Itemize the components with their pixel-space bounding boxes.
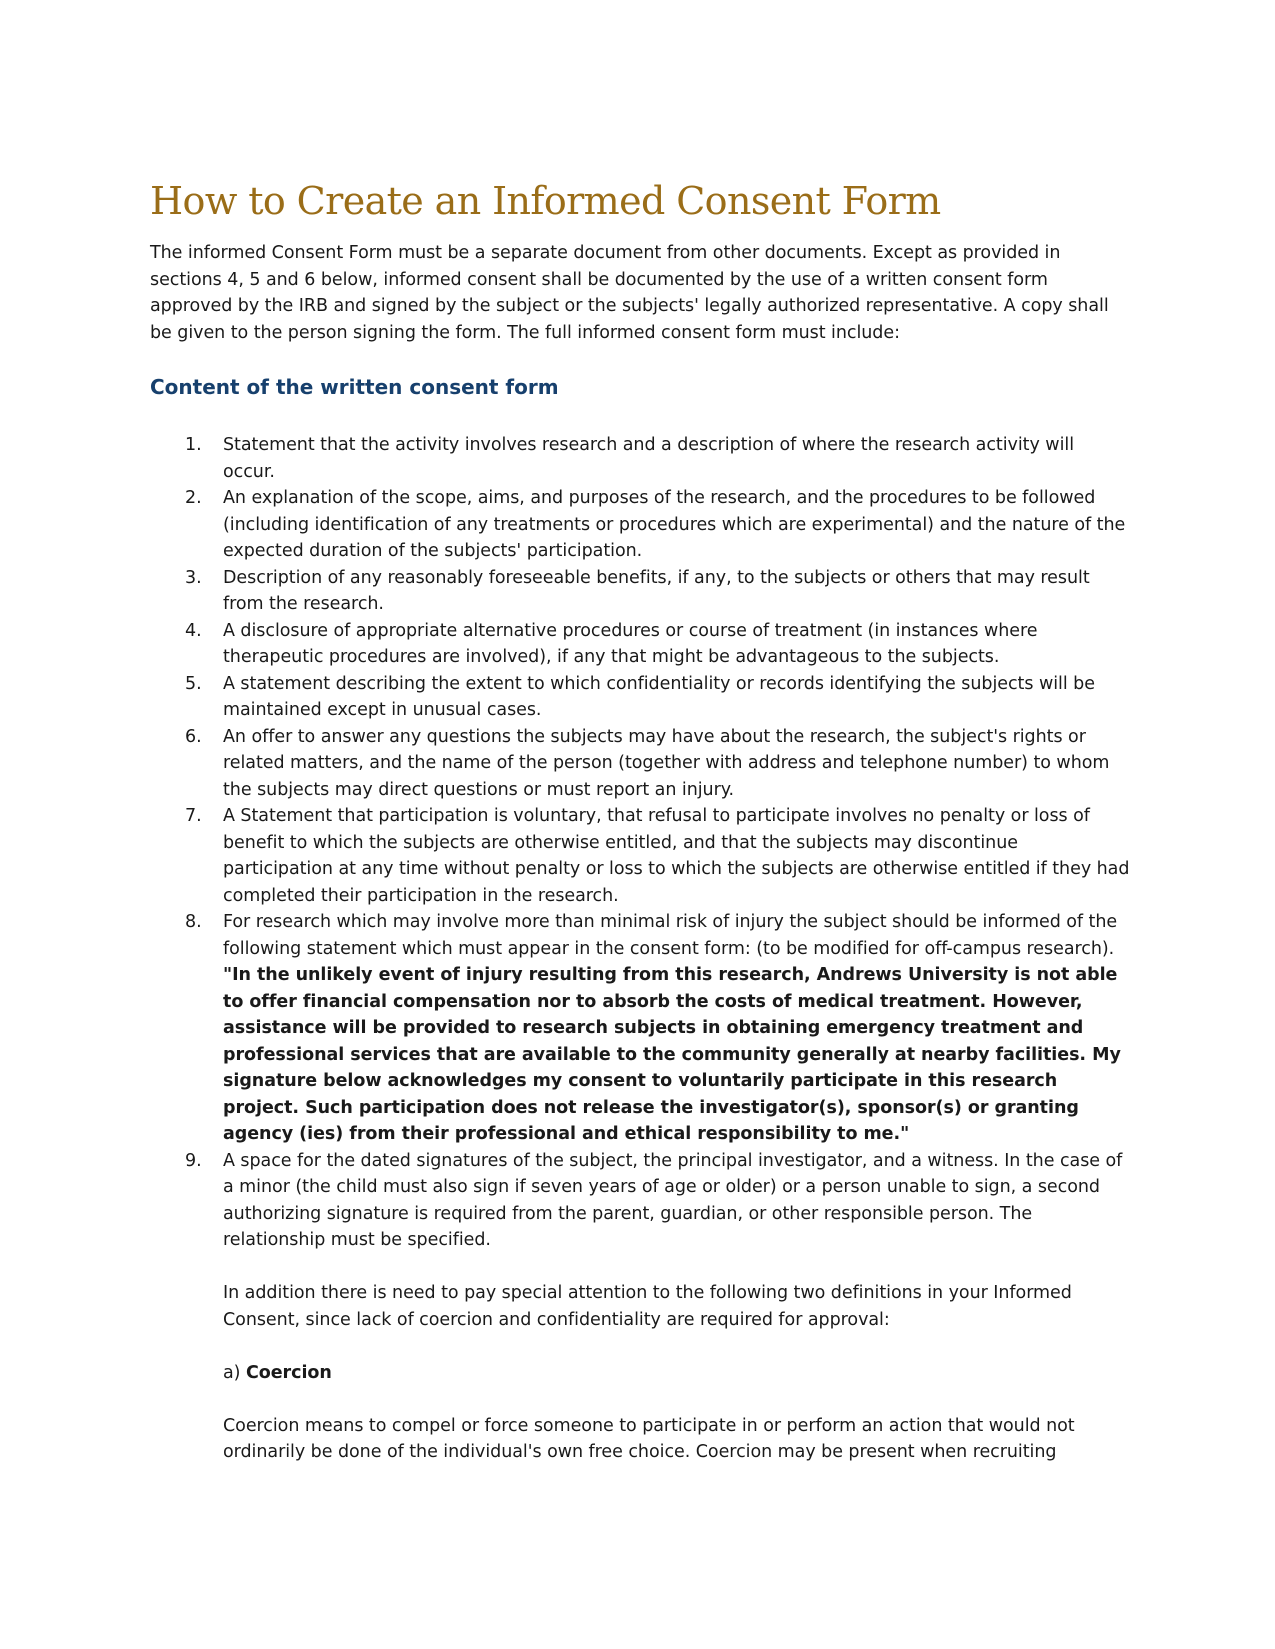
coercion-prefix: a) [223,1362,246,1383]
document-page [150,178,1130,1466]
coercion-label: Coercion [245,1362,332,1383]
list-item-number: 9. [185,1150,202,1171]
list-item [150,618,1130,671]
coercion-paragraph: Coercion means to compel or force someone to participate in or perform an action that would not ordinarily be done of the individual's own free choice. Coercion may be present when recruiting [223,1415,1075,1462]
injury-statement: "In the unlikely event of injury resulting from this research, Andrews University is not able to offer financial compensation nor to absorb the costs of medical treatment. However, assistance will be provided to research subjects in obtaining emergency treatment and professional services that are available to the community generally at nearby facilities. My signature below acknowledges my consent to voluntarily participate in this research project. Such participation does not release the investigator(s), sponsor(s) or granting agency (ies) from their professional and ethical responsibility to me." [223,965,1121,1144]
list-item-text: A space for the dated signatures of the subject, the principal investigator, and a witness. In the case of a minor (the child must also sign if seven years of age or older) or a person unable to sign, a second authorizing signature is required from the parent, guardian, or other responsible person. The relationship must be specified. [223,1150,1123,1250]
list-item [150,671,1130,724]
list-item-text: A disclosure of appropriate alternative procedures or course of treatment (in instances where therapeutic procedures are involved), if any that might be advantageous to the subjects. [223,620,1038,667]
list-item-number: 7. [185,806,202,826]
list-item-text: A Statement that participation is voluntary, that refusal to participate involves no penalty or loss of benefit to which the subjects are otherwise entitled, and that the subjects may discontinue participation at any time without penalty or loss to which the subjects are otherwise entitled if they had completed their participation in the research. [223,806,1130,906]
section-heading: Content of the written consent form [150,375,559,399]
intro-paragraph: The informed Consent Form must be a separate document from other documents. Except as provided in sections 4, 5 and 6 below, informed consent shall be documented by the use of a written consent form approved by the IRB and signed by the subject or the subjects' legally authorized representative. A copy shall be given to the person signing the form. The full informed consent form must include: [150,243,1109,343]
addition-paragraph: In addition there is need to pay special attention to the following two definitions in your Informed Consent, since lack of coercion and confidentiality are required for approval: [223,1283,1072,1330]
list-item-number: 5. [185,673,202,694]
list-item [150,909,1130,1148]
list-item [150,803,1130,909]
list-item-text: Statement that the activity involves research and a description of where the research activity will occur. [223,435,1075,482]
coercion-heading [223,1360,1130,1387]
list-item [150,724,1130,804]
list-item-number: 4. [185,620,202,641]
list-item [150,432,1130,485]
list-item-text: An offer to answer any questions the subjects may have about the research, the subject's rights or related matters, and the name of the person (together with address and telephone number) to whom the subjects may direct questions or must report an injury. [223,726,1110,800]
list-item [150,1148,1130,1254]
list-item-text: A statement describing the extent to which confidentiality or records identifying the subjects will be maintained except in unusual cases. [223,673,1095,720]
list-item-number: 8. [185,912,202,932]
list-item-text: For research which may involve more than minimal risk of injury the subject should be informed of the following statement which must appear in the consent form: (to be modified for off-campus research). [223,912,1118,959]
list-item-number: 2. [185,488,202,508]
list-item [150,485,1130,565]
list-item-number: 3. [185,567,202,588]
list-item-text: Description of any reasonably foreseeable benefits, if any, to the subjects or others that may result from the research. [223,567,1090,614]
list-item-number: 6. [185,726,202,747]
list-item-number: 1. [185,435,202,455]
page-title: How to Create an Informed Consent Form [150,179,941,223]
additional-notes [150,1254,1130,1466]
consent-content-list [150,432,1130,1254]
list-item-text: An explanation of the scope, aims, and purposes of the research, and the procedures to be followed (including identification of any treatments or procedures which are experimental) and the nature of the expected duration of the subjects' participation. [223,488,1126,561]
list-item [150,565,1130,618]
